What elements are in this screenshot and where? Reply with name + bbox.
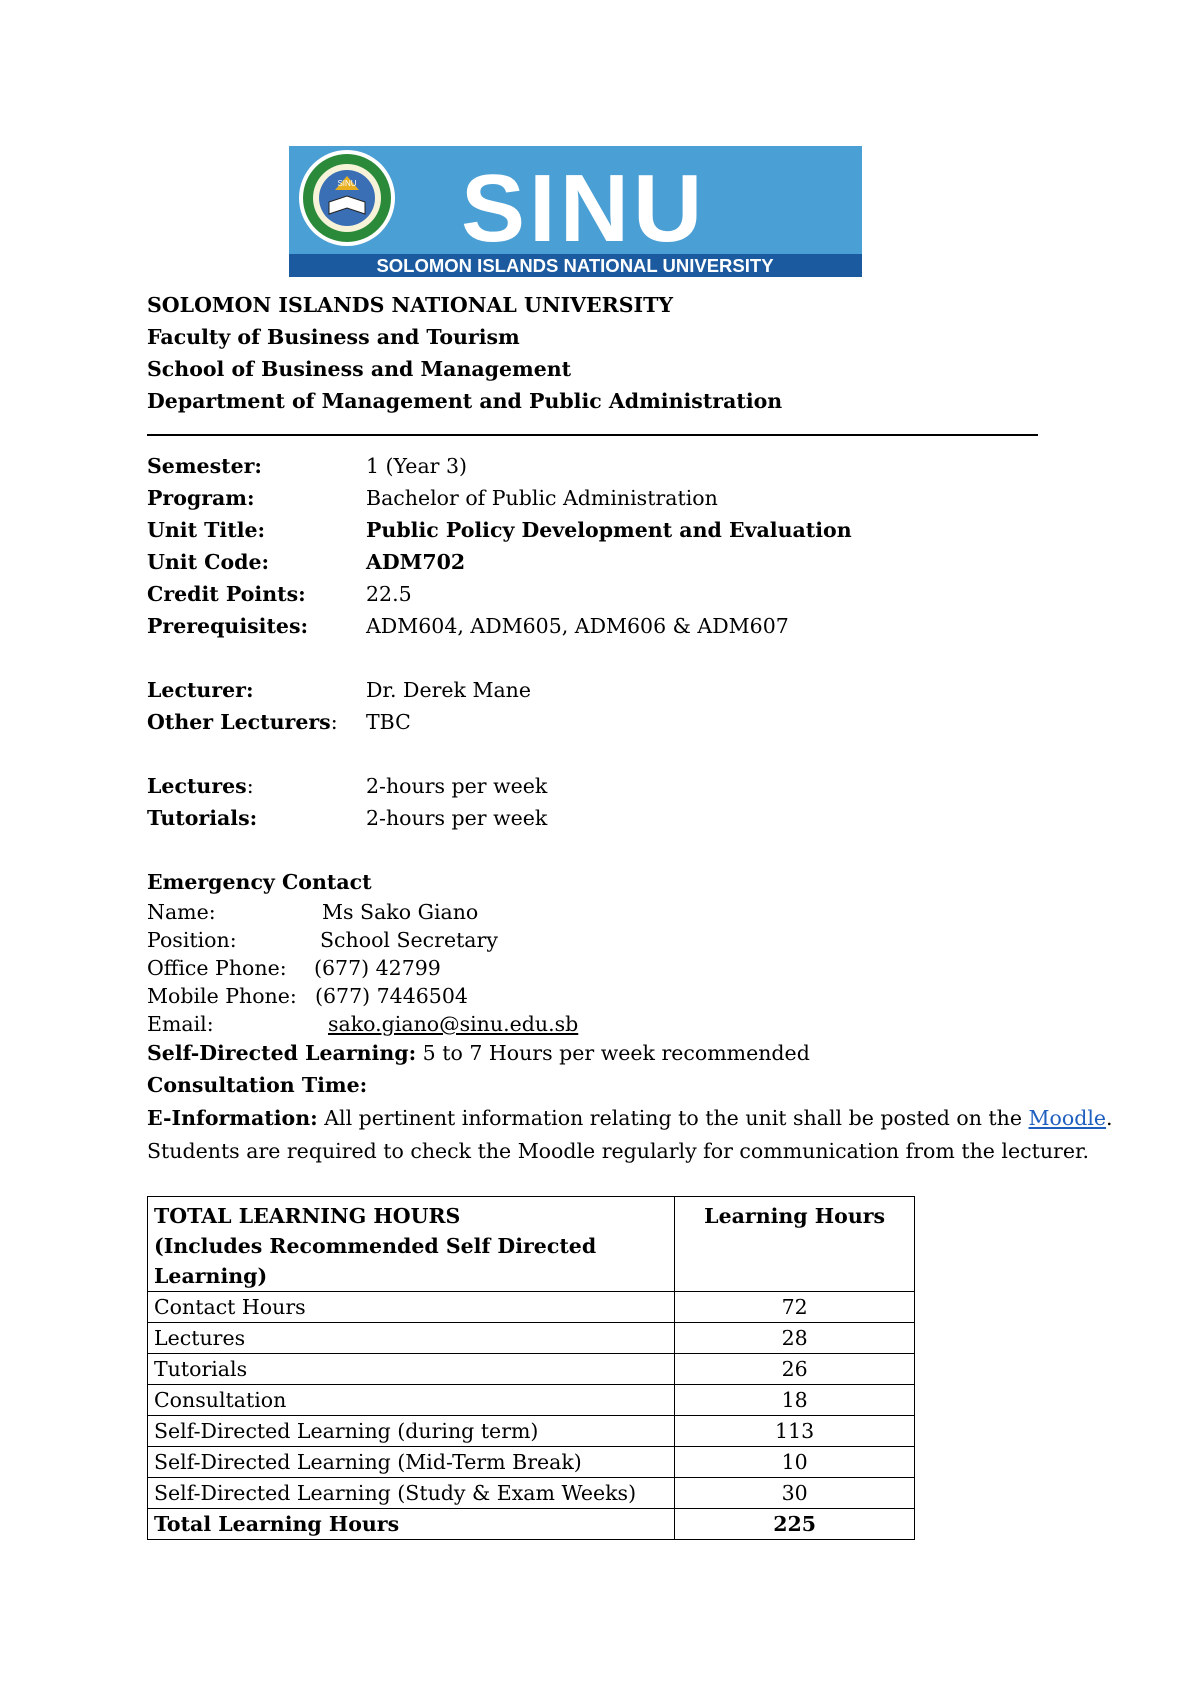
table-row xyxy=(148,1385,915,1416)
table-row xyxy=(148,1447,915,1478)
contact-position-label: Position: xyxy=(147,928,237,952)
email-label: Email: xyxy=(147,1012,214,1036)
table-header-left xyxy=(148,1197,675,1292)
einfo-line-2: Students are required to check the Moodle regularly for communication from the lecturer. xyxy=(147,1139,1090,1163)
consultation-time-label: Consultation Time: xyxy=(147,1073,368,1097)
email-link[interactable]: sako.giano@sinu.edu.sb xyxy=(328,1012,579,1036)
department-name: Department of Management and Public Administration xyxy=(147,389,783,413)
other-lecturers-label-text: Other Lecturers xyxy=(147,710,331,734)
row-label: Self-Directed Learning (during term) xyxy=(148,1416,675,1447)
prerequisites-value: ADM604, ADM605, ADM606 & ADM607 xyxy=(366,614,789,638)
row-label: Tutorials xyxy=(148,1354,675,1385)
row-value: 10 xyxy=(675,1447,915,1478)
contact-position-value: School Secretary xyxy=(320,928,498,952)
mobile-phone-label: Mobile Phone: xyxy=(147,984,297,1008)
lectures-colon: : xyxy=(246,774,254,798)
other-lecturers-label xyxy=(147,710,338,734)
emergency-contact-title: Emergency Contact xyxy=(147,870,372,894)
row-label: Lectures xyxy=(148,1323,675,1354)
contact-name-value: Ms Sako Giano xyxy=(322,900,479,924)
logo-subtitle: SOLOMON ISLANDS NATIONAL UNIVERSITY xyxy=(376,255,774,276)
table-row xyxy=(148,1323,915,1354)
credit-points-label: Credit Points: xyxy=(147,582,306,606)
tutorials-value: 2-hours per week xyxy=(366,806,548,830)
table-row xyxy=(148,1354,915,1385)
row-value: 30 xyxy=(675,1478,915,1509)
semester-value: 1 (Year 3) xyxy=(366,454,468,478)
program-label: Program: xyxy=(147,486,255,510)
total-label: Total Learning Hours xyxy=(148,1509,675,1540)
einfo-label: E-Information: xyxy=(147,1106,318,1130)
sinu-logo xyxy=(289,146,862,277)
table-row xyxy=(148,1416,915,1447)
table-header-right: Learning Hours xyxy=(675,1197,915,1292)
row-value: 113 xyxy=(675,1416,915,1447)
svg-text:SINU: SINU xyxy=(337,179,357,188)
row-label: Self-Directed Learning (Mid-Term Break) xyxy=(148,1447,675,1478)
row-value: 18 xyxy=(675,1385,915,1416)
table-header-row xyxy=(148,1197,915,1292)
lecturer-value: Dr. Derek Mane xyxy=(366,678,532,702)
header-divider xyxy=(147,434,1038,436)
table-row xyxy=(148,1478,915,1509)
prerequisites-label: Prerequisites: xyxy=(147,614,309,638)
table-total-row xyxy=(148,1509,915,1540)
table-row xyxy=(148,1292,915,1323)
university-name: SOLOMON ISLANDS NATIONAL UNIVERSITY xyxy=(147,293,674,317)
row-value: 28 xyxy=(675,1323,915,1354)
tutorials-label: Tutorials: xyxy=(147,806,258,830)
self-directed-value: 5 to 7 Hours per week recommended xyxy=(416,1041,810,1065)
self-directed-line xyxy=(147,1041,810,1065)
lectures-value: 2-hours per week xyxy=(366,774,548,798)
unit-title-value: Public Policy Development and Evaluation xyxy=(366,518,852,542)
unit-title-label: Unit Title: xyxy=(147,518,266,542)
logo-wordmark: SINU xyxy=(461,155,707,262)
credit-points-value: 22.5 xyxy=(366,582,412,606)
self-directed-label: Self-Directed Learning: xyxy=(147,1041,417,1065)
einfo-text-before: All pertinent information relating to the unit shall be posted on the xyxy=(317,1106,1029,1130)
moodle-link[interactable]: Moodle xyxy=(1028,1106,1107,1130)
mobile-phone-value: (677) 7446504 xyxy=(315,984,468,1008)
table-header-title: TOTAL LEARNING HOURS xyxy=(154,1204,461,1228)
row-value: 26 xyxy=(675,1354,915,1385)
einfo-line-1 xyxy=(147,1106,1113,1130)
row-label: Consultation xyxy=(148,1385,675,1416)
contact-name-label: Name: xyxy=(147,900,216,924)
lectures-label xyxy=(147,774,254,798)
faculty-name: Faculty of Business and Tourism xyxy=(147,325,520,349)
lecturer-label: Lecturer: xyxy=(147,678,254,702)
lectures-label-text: Lectures xyxy=(147,774,247,798)
unit-code-value: ADM702 xyxy=(366,550,466,574)
office-phone-value: (677) 42799 xyxy=(314,956,441,980)
unit-code-label: Unit Code: xyxy=(147,550,270,574)
learning-hours-table xyxy=(147,1196,915,1540)
row-label: Self-Directed Learning (Study & Exam Weeks) xyxy=(148,1478,675,1509)
table-header-subtitle: (Includes Recommended Self Directed Learning) xyxy=(154,1234,597,1288)
other-lecturers-value: TBC xyxy=(366,710,411,734)
office-phone-label: Office Phone: xyxy=(147,956,287,980)
school-name: School of Business and Management xyxy=(147,357,572,381)
program-value: Bachelor of Public Administration xyxy=(366,486,718,510)
other-lecturers-colon: : xyxy=(330,710,338,734)
row-label: Contact Hours xyxy=(148,1292,675,1323)
semester-label: Semester: xyxy=(147,454,263,478)
einfo-text-after: . xyxy=(1106,1106,1113,1130)
total-value: 225 xyxy=(675,1509,915,1540)
row-value: 72 xyxy=(675,1292,915,1323)
